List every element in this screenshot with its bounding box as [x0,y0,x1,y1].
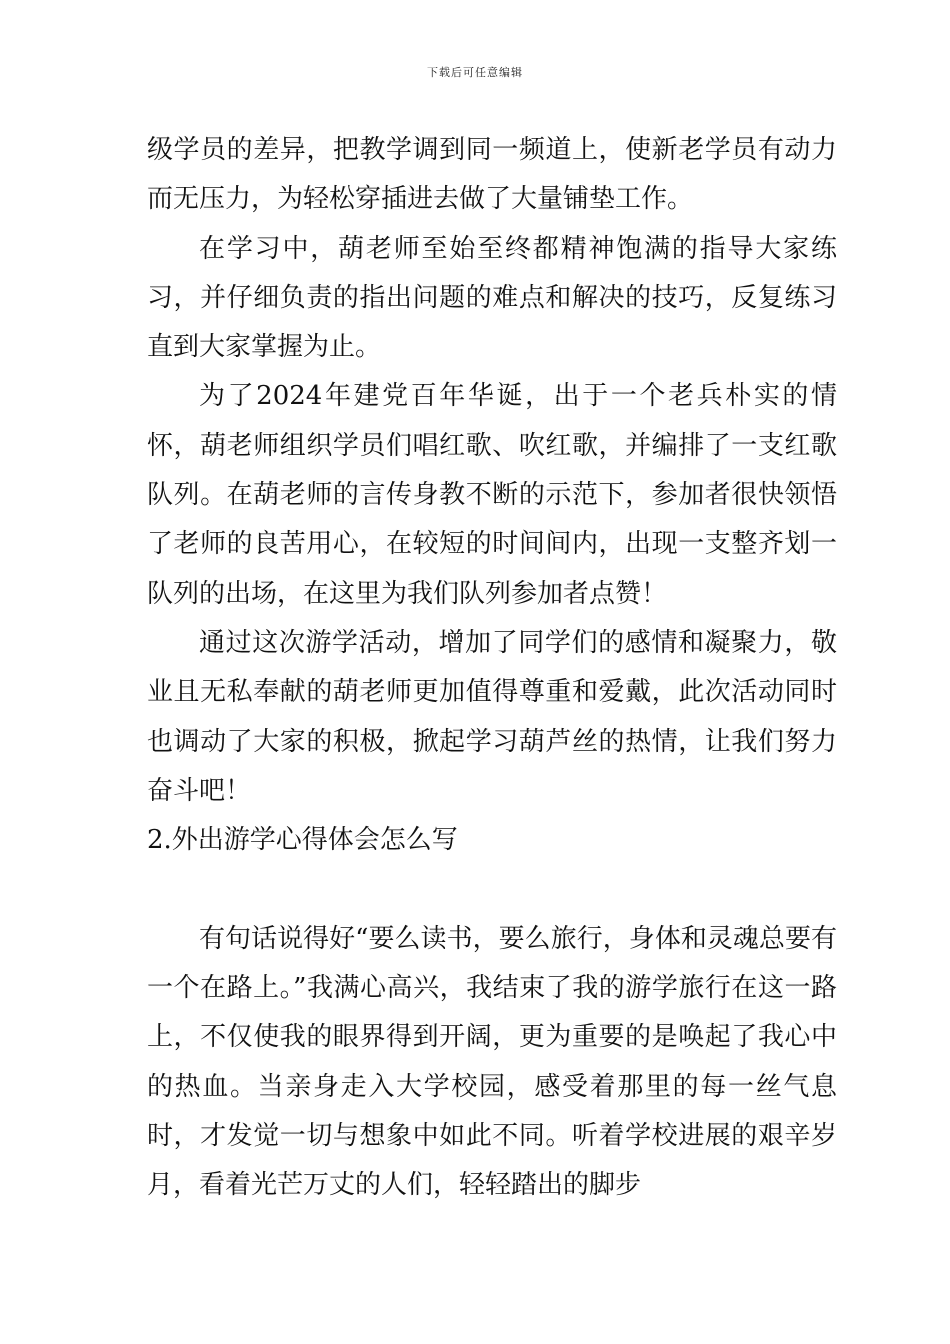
section-heading: 2.外出游学心得体会怎么写 [147,825,458,856]
page-header-note: 下载后可任意编辑 [427,66,523,79]
blank-line [147,865,837,914]
paragraph-red-songs: 为了2024年建党百年华诞，出于一个老兵朴实的情怀，葫老师组织学员们唱红歌、吹红歌，并编排了一支红歌队列。在葫老师的言传身教不断的示范下，参加者很快领悟了老师的良苦用心，在较短的时间间内，出现一支整齐划一队列的出场，在这里为我们队列参加者点赞！ [147,381,837,609]
paragraph-travel: 有句话说得好“要么读书，要么旅行，身体和灵魂总要有一个在路上。”我满心高兴，我结束了我的游学旅行在这一路上，不仅使我的眼界得到开阔，更为重要的是唤起了我心中的热血。当亲身走入大学校园，感受着那里的每一丝气息时，才发觉一切与想象中如此不同。听着学校进展的艰辛岁月，看着光芒万丈的人们，轻轻踏出的脚步 [147,923,837,1201]
paragraph-learning: 在学习中，葫老师至始至终都精神饱满的指导大家练习，并仔细负责的指出问题的难点和解决的技巧，反复练习直到大家掌握为止。 [147,233,837,363]
document-body [147,126,837,1211]
paragraph-continuation: 级学员的差异，把教学调到同一频道上，使新老学员有动力而无压力，为轻松穿插进去做了大量铺垫工作。 [147,135,837,215]
paragraph-conclusion: 通过这次游学活动，增加了同学们的感情和凝聚力，敬业且无私奉献的葫老师更加值得尊重和爱戴，此次活动同时也调动了大家的积极，掀起学习葫芦丝的热情，让我们努力奋斗吧！ [147,627,837,806]
